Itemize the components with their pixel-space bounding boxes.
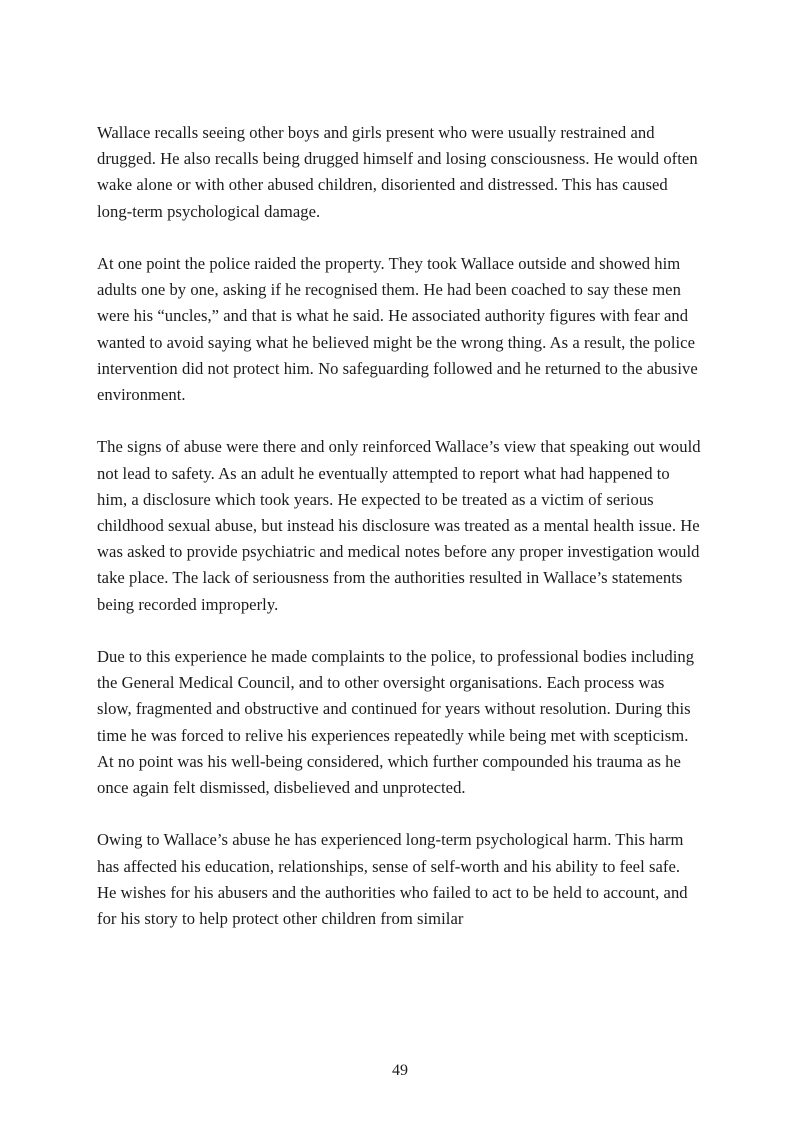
body-text — [97, 120, 701, 958]
paragraph-police-raid: At one point the police raided the property. They took Wallace outside and showed him adults one by one, asking if he recognised them. He had been coached to say these men were his “uncles,” and that is what he said. He associated authority figures with fear and wanted to avoid saying what he believed might be the wrong thing. As a result, the police intervention did not protect him. No safeguarding followed and he returned to the abusive environment. — [97, 254, 698, 405]
paragraph-long-term-harm: Owing to Wallace’s abuse he has experienced long-term psychological harm. This harm has affected his education, relationships, sense of self-worth and his ability to feel safe. He wishes for his abusers and the authorities who failed to act to be held to account, and for his story to help protect other children from similar — [97, 830, 688, 929]
paragraph-drugging: Wallace recalls seeing other boys and girls present who were usually restrained and drugged. He also recalls being drugged himself and losing consciousness. He would often wake alone or with other abused children, disoriented and distressed. This has caused long-term psychological damage. — [97, 123, 698, 221]
paragraph-complaints: Due to this experience he made complaints to the police, to professional bodies including the General Medical Council, and to other oversight organisations. Each process was slow, fragmented and obstructive and continued for years without resolution. During this time he was forced to relive his experiences repeatedly while being met with scepticism. At no point was his well-being considered, which further compounded his trauma as he once again felt dismissed, disbelieved and unprotected. — [97, 647, 695, 798]
paragraph-disclosure: The signs of abuse were there and only reinforced Wallace’s view that speaking out would not lead to safety. As an adult he eventually attempted to report what had happened to him, a disclosure which took years. He expected to be treated as a victim of serious childhood sexual abuse, but instead his disclosure was treated as a mental health issue. He was asked to provide psychiatric and medical notes before any proper investigation would take place. The lack of seriousness from the authorities resulted in Wallace’s statements being recorded improperly. — [97, 437, 701, 614]
page-number: 49 — [392, 1062, 408, 1079]
